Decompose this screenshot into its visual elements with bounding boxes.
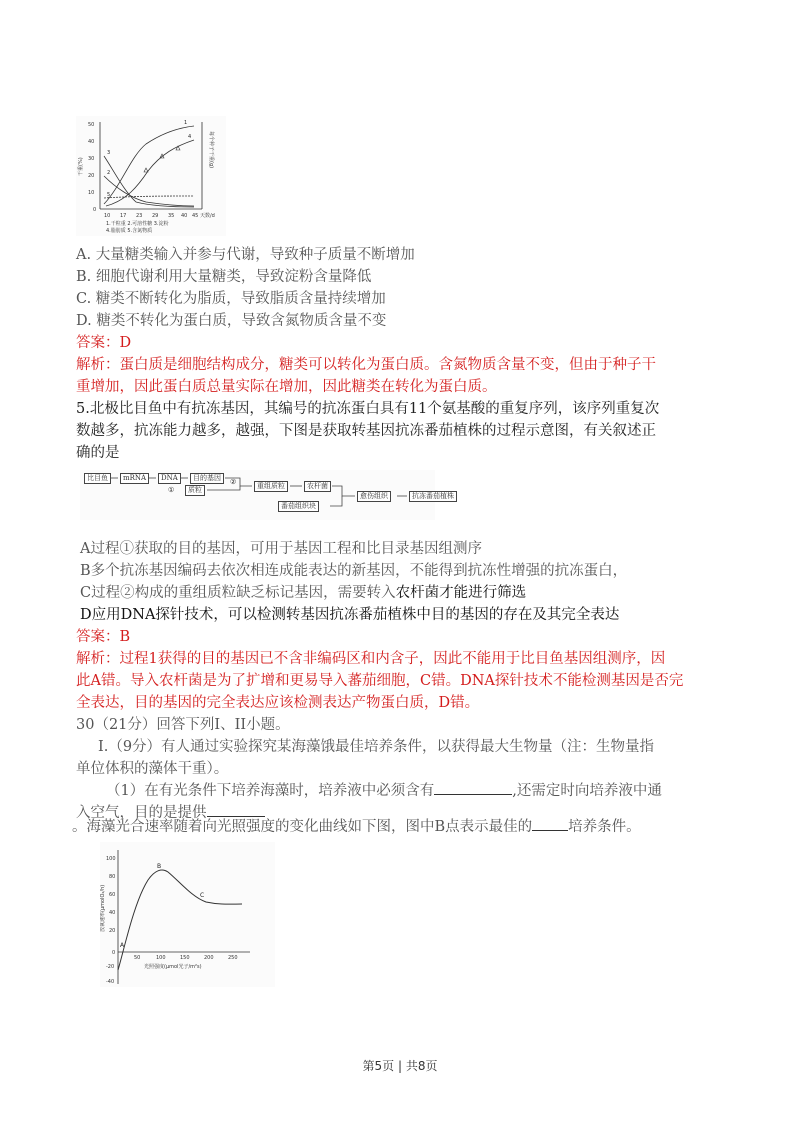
curve-label: 3	[107, 150, 111, 156]
q4-option-d: D. 糖类不转化为蛋白质，导致含氮物质含量不变	[76, 313, 387, 329]
x-tick: 50	[134, 955, 141, 961]
x-tick: 29	[152, 213, 159, 219]
y-tick: -40	[106, 979, 115, 985]
flow-box-plasmid: 质粒	[185, 485, 205, 496]
x-tick: 40	[181, 213, 188, 219]
q30-sub1-text: 培养条件。	[568, 819, 641, 835]
photosynthesis-chart	[100, 842, 275, 987]
q5-option-c	[80, 582, 526, 604]
q30-title: 30（21分）回答下列I、II小题。	[76, 717, 290, 733]
x-tick: 250	[228, 955, 238, 961]
q4-option-b: B. 细胞代谢利用大量糖类，导致淀粉含量降低	[76, 269, 372, 285]
q5-option-a: A过程①获取的目的基因，可用于基因工程和比目录基因组测序	[80, 541, 482, 557]
q5-analysis-line: 此A错。导入农杆菌是为了扩增和更易导入蕃茄细胞，C错。DNA探针技术不能检测基因是否完	[76, 673, 684, 689]
transgenic-flow-diagram	[80, 470, 454, 520]
x-tick: 35	[168, 213, 175, 219]
q4-answer: 答案：D	[76, 335, 132, 351]
flow-box-callus: 愈伤组织	[357, 491, 391, 502]
curve-starch	[104, 156, 194, 207]
y-tick: 20	[109, 928, 116, 934]
q30-sub1-line	[72, 816, 641, 838]
flow-box-recombinant-plasmid: 重组质粒	[254, 481, 288, 492]
q30-sub1-text: ,还需定时向培养液中通	[512, 783, 662, 799]
flow-box-tomato-tissue: 番茄组织块	[278, 501, 319, 512]
photosynthesis-figure	[100, 842, 275, 987]
q5-stem-line: 确的是	[76, 445, 120, 461]
y-tick: 80	[109, 874, 116, 880]
q30-sub1-text: 。海藻光合速率随着向光照强度的变化曲线如下图，图中B点表示最佳的	[72, 819, 533, 835]
x-tick: 45	[192, 213, 199, 219]
curve-label: 5	[107, 192, 111, 198]
q30-part1-line: 单位体积的藻体干重）。	[76, 761, 229, 777]
curve-label: 1	[184, 120, 188, 126]
y-tick: 0	[112, 950, 116, 956]
point-label: A	[120, 942, 125, 949]
y-tick: 40	[88, 139, 95, 145]
answer-blank-2[interactable]	[207, 802, 265, 817]
flow-box-agrobacterium: 农杆菌	[304, 481, 331, 492]
flow-box-mrna: mRNA	[120, 473, 149, 484]
q5-option-c-part1: C过程②构成的重组质粒缺乏标记基因，需要转入	[80, 585, 396, 601]
y-tick: 10	[88, 190, 95, 196]
page-footer: 第5页 | 共8页	[362, 1059, 438, 1073]
q30-sub1-text: 入空气，目的是提供	[76, 805, 207, 821]
x-tick: 17	[120, 213, 127, 219]
q4-analysis-line: 重增加，因此蛋白质总量实际在增加，因此糖类在转化为蛋白质。	[76, 379, 497, 395]
point-label: B	[157, 863, 162, 870]
curve-label: 4	[188, 134, 192, 140]
curve-label: 2	[107, 170, 111, 176]
y-axis-label: 干重(%)	[78, 157, 84, 176]
y-axis-label: 放氧速率(μmolO₂/h)	[100, 884, 106, 932]
q5-analysis-line: 解析：过程1获得的目的基因已不含非编码区和内含子，因此不能用于比目鱼基因组测序，因	[76, 651, 666, 667]
x-tick: 200	[204, 955, 214, 961]
q30-sub1-text: （1）在有光条件下培养海藻时，培养液中必须含有	[106, 783, 435, 799]
x-axis-label: 光照强度(μmol光子/m²s)	[144, 964, 202, 970]
q30-sub1-line	[106, 780, 662, 802]
q5-option-d: D应用DNA探针技术，可以检测转基因抗冻番茄植株中目的基因的存在及其完全表达	[80, 607, 620, 623]
y-tick: 20	[88, 173, 95, 179]
x-tick: 100	[156, 955, 166, 961]
x-tick: 23	[136, 213, 143, 219]
y-tick: 30	[88, 156, 95, 162]
answer-blank-3[interactable]	[532, 816, 568, 831]
flow-box-dna: DNA	[158, 473, 181, 484]
q30-part1-line: I.（9分）有人通过实验探究某海藻饿最佳培养条件，以获得最大生物量（注：生物量指	[98, 739, 655, 755]
y-tick: -20	[106, 964, 115, 970]
x-unit: 天数/d	[200, 213, 215, 219]
figure-legend: 4.脂肪质 5.含氮物质	[106, 228, 153, 234]
seed-dryweight-figure	[76, 116, 226, 236]
answer-blank-1[interactable]	[434, 780, 512, 795]
flow-step-2: ②	[230, 478, 237, 486]
figure-legend: 1.干粒重 2.可溶性糖 3.淀粉	[106, 221, 169, 227]
flow-box-antifreeze-tomato: 抗冻番茄植株	[409, 491, 457, 502]
q5-stem-line: 5.北极比目鱼中有抗冻基因，其编号的抗冻蛋白具有11个氨基酸的重复序列，该序列重复次	[76, 401, 660, 417]
point-label: C	[200, 892, 205, 899]
flow-box-flounder: 比目鱼	[84, 473, 111, 484]
q4-option-c: C. 糖类不断转化为脂质，导致脂质含量持续增加	[76, 291, 386, 307]
x-tick: 10	[104, 213, 111, 219]
y-tick: 0	[93, 207, 97, 213]
q5-option-b: B多个抗冻基因编码去依次相连成能表达的新基因，不能得到抗冻性增强的抗冻蛋白，	[80, 563, 628, 579]
q5-option-c-part2: 农杆菌才能进行筛选	[395, 585, 527, 601]
q4-analysis-line: 解析：蛋白质是细胞结构成分，糖类可以转化为蛋白质。含氮物质含量不变，但由于种子干	[76, 357, 656, 373]
curve-dry-weight	[104, 126, 194, 204]
x-tick: 150	[180, 955, 190, 961]
q5-stem-line: 数越多，抗冻能力越多，越强，下图是获取转基因抗冻番茄植株的过程示意图，有关叙述正	[76, 423, 656, 439]
q4-option-a: A. 大量糖类输入并参与代谢，导致种子质量不断增加	[76, 247, 415, 263]
q5-answer: 答案：B	[76, 629, 131, 645]
flow-step-1: ①	[168, 486, 175, 494]
seed-dryweight-chart	[76, 116, 226, 236]
q5-analysis-line: 全表达，目的基因的完全表达应该检测表达产物蛋白质，D错。	[76, 695, 480, 711]
y-tick: 60	[109, 892, 116, 898]
y-tick: 100	[106, 856, 116, 862]
curve-nitrogen	[104, 196, 194, 198]
y2-axis-label: 每个种子干重(g)	[208, 131, 214, 169]
y-tick: 50	[88, 122, 95, 128]
y-tick: 40	[109, 910, 116, 916]
flow-box-target-gene: 目的基因	[190, 473, 224, 484]
